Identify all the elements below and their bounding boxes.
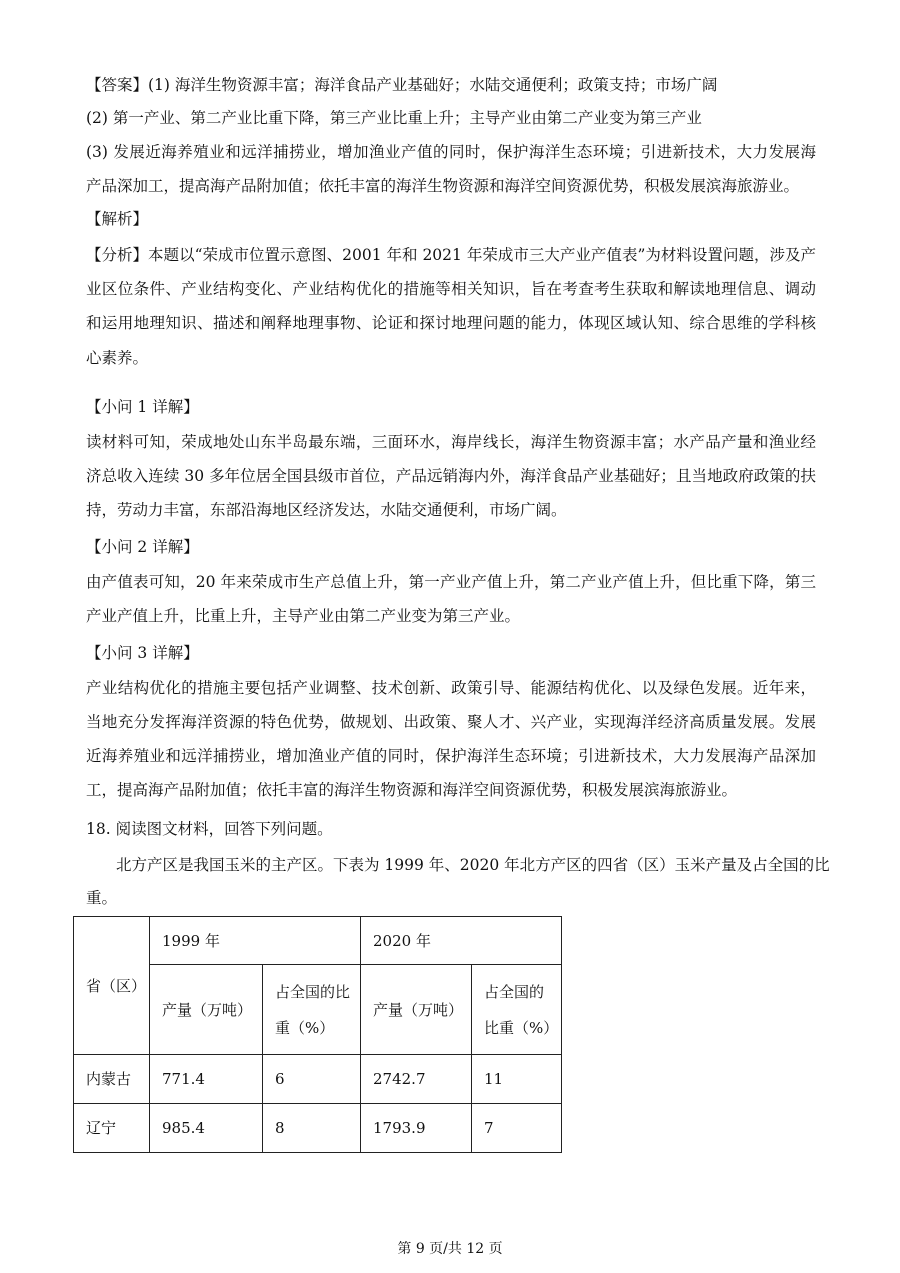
table-row: [74, 1104, 562, 1153]
q1-line-2: 济总收入连续 30 多年位居全国县级市首位，产品远销海内外，海洋食品产业基础好；且当地政府政策的扶: [86, 467, 816, 485]
q2-line-2: 产业产值上升，比重上升，主导产业由第二产业变为第三产业。: [86, 607, 521, 625]
answer-line-2: (2) 第一产业、第二产业比重下降，第三产业比重上升；主导产业由第二产业变为第三产业: [86, 109, 702, 127]
q2-line-1: 由产值表可知，20 年来荣成市生产总值上升，第一产业产值上升，第二产业产值上升，但比重下降，第三: [86, 573, 816, 591]
q3-line-2: 当地充分发挥海洋资源的特色优势，做规划、出政策、聚人才、兴产业，实现海洋经济高质量发展。发展: [86, 713, 816, 731]
q3-heading: 【小问 3 详解】: [86, 644, 199, 662]
share-2020-header-l2: 比重（%）: [484, 1018, 559, 1037]
table-row: [74, 1055, 562, 1104]
q18-intro-line-2: 重。: [86, 889, 118, 907]
output-1999-cell: 771.4: [150, 1055, 263, 1104]
output-2020-cell: 1793.9: [361, 1104, 472, 1153]
share-2020-header: [472, 965, 562, 1055]
share-2020-cell: 7: [472, 1104, 562, 1153]
q2-heading: 【小问 2 详解】: [86, 538, 199, 556]
corn-production-table: [73, 916, 562, 1153]
q18-title: 18. 阅读图文材料，回答下列问题。: [86, 820, 333, 838]
year-2020-header: 2020 年: [361, 917, 562, 965]
province-cell: 内蒙古: [74, 1055, 150, 1104]
share-2020-header-l1: 占全国的: [484, 982, 545, 1001]
output-1999-header: 产量（万吨）: [150, 965, 263, 1055]
share-2020-cell: 11: [472, 1055, 562, 1104]
analysis-line-1: 【分析】本题以“荣成市位置示意图、2001 年和 2021 年荣成市三大产业产值表”为材料设置问题，涉及产: [86, 246, 816, 264]
analysis-tag: 【解析】: [86, 210, 149, 228]
q3-line-1: 产业结构优化的措施主要包括产业调整、技术创新、政策引导、能源结构优化、以及绿色发展。近年来，: [86, 679, 816, 697]
province-header: 省（区）: [74, 917, 150, 1055]
page-footer: 第 9 页/共 12 页: [397, 1241, 503, 1257]
share-1999-header-l2: 重（%）: [275, 1018, 335, 1037]
output-2020-header: 产量（万吨）: [361, 965, 472, 1055]
q1-line-3: 持，劳动力丰富，东部沿海地区经济发达，水陆交通便利，市场广阔。: [86, 501, 567, 519]
share-1999-header: [263, 965, 361, 1055]
analysis-line-2: 业区位条件、产业结构变化、产业结构优化的措施等相关知识，旨在考查考生获取和解读地理信息、调动: [86, 280, 816, 298]
output-2020-cell: 2742.7: [361, 1055, 472, 1104]
analysis-line-3: 和运用地理知识、描述和阐释地理事物、论证和探讨地理问题的能力，体现区域认知、综合思维的学科核: [86, 314, 816, 332]
analysis-line-4: 心素养。: [86, 349, 149, 367]
year-1999-header: 1999 年: [150, 917, 361, 965]
answer-line-1: 【答案】(1) 海洋生物资源丰富；海洋食品产业基础好；水陆交通便利；政策支持；市场广阔: [86, 76, 718, 94]
table-header-row-years: [74, 917, 562, 965]
q3-line-3: 近海养殖业和远洋捕捞业，增加渔业产值的同时，保护海洋生态环境；引进新技术，大力发展海产品深加: [86, 747, 816, 765]
answer-line-3: (3) 发展近海养殖业和远洋捕捞业，增加渔业产值的同时，保护海洋生态环境；引进新技术，大力发展海: [86, 143, 816, 161]
share-1999-header-l1: 占全国的比: [275, 982, 351, 1001]
output-1999-cell: 985.4: [150, 1104, 263, 1153]
answer-line-4: 产品深加工，提高海产品附加值；依托丰富的海洋生物资源和海洋空间资源优势，积极发展滨海旅游业。: [86, 177, 800, 195]
q3-line-4: 工，提高海产品附加值；依托丰富的海洋生物资源和海洋空间资源优势，积极发展滨海旅游业。: [86, 781, 738, 799]
q18-intro-line-1: 北方产区是我国玉米的主产区。下表为 1999 年、2020 年北方产区的四省（区）玉米产量及占全国的比: [116, 856, 830, 874]
q1-heading: 【小问 1 详解】: [86, 398, 199, 416]
province-cell: 辽宁: [74, 1104, 150, 1153]
share-1999-cell: 6: [263, 1055, 361, 1104]
q1-line-1: 读材料可知，荣成地处山东半岛最东端，三面环水，海岸线长，海洋生物资源丰富；水产品产量和渔业经: [86, 433, 816, 451]
share-1999-cell: 8: [263, 1104, 361, 1153]
